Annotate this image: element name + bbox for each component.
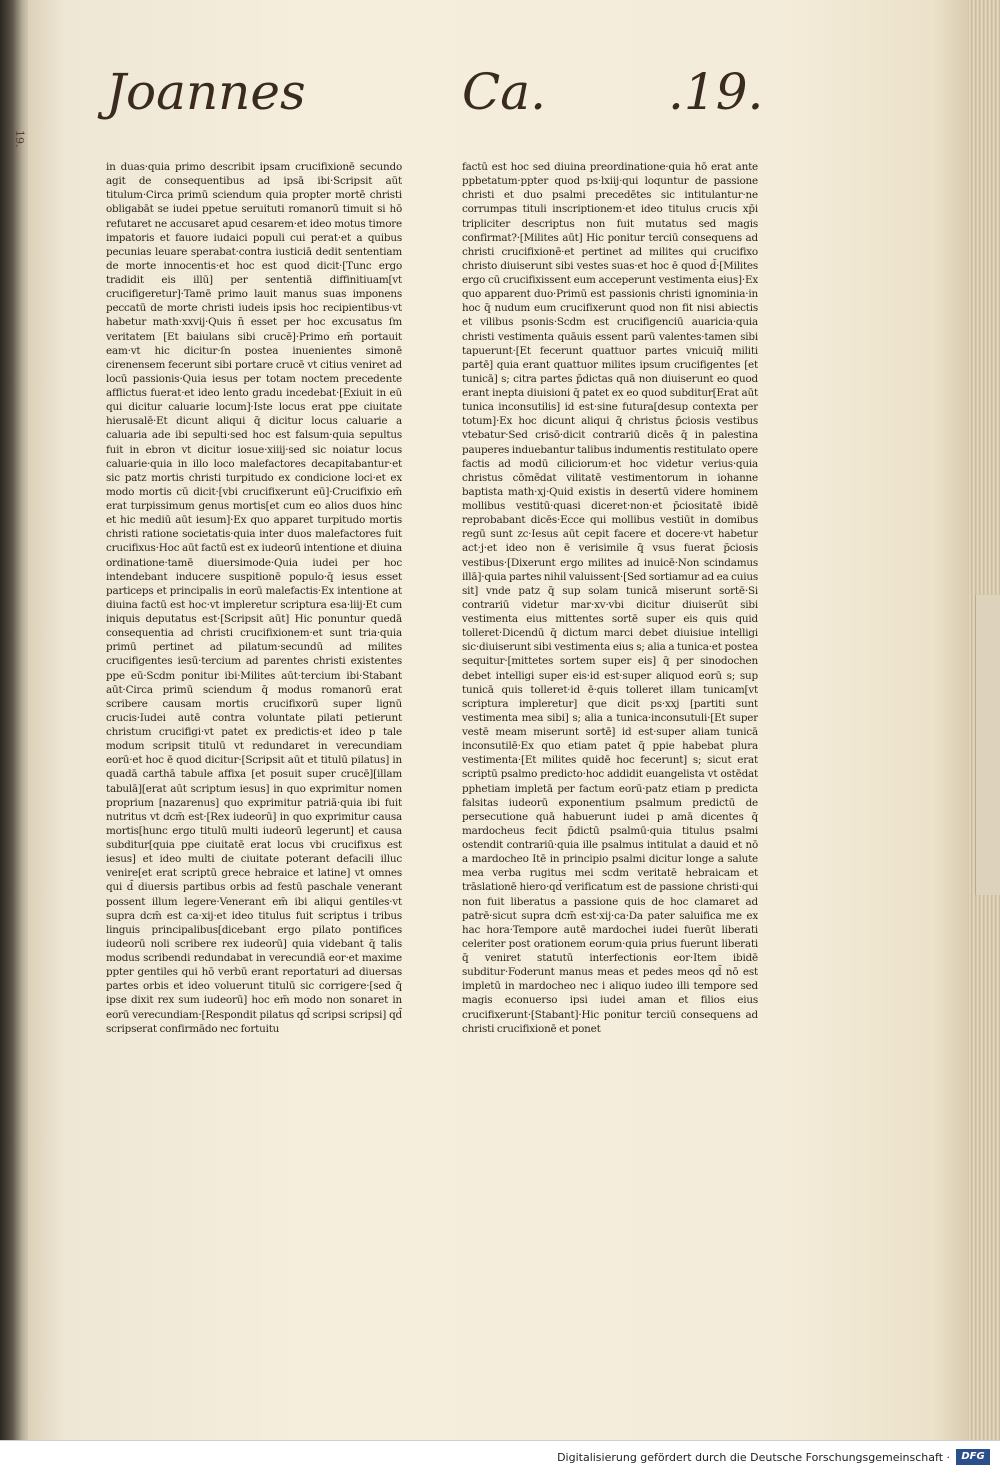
book-left-edge [0, 0, 30, 1473]
running-head-left: Joannes [106, 63, 306, 121]
digitization-footer [0, 1440, 1000, 1474]
spine-fragment: 19. [13, 130, 26, 148]
page-tab-stub [975, 595, 1000, 895]
running-head-middle: Ca. [462, 63, 546, 121]
text-column-left [106, 160, 402, 1160]
right-column-text: factū est hoc sed diuina preordinatione·quia hō erat ante ppbetatum·ppter quod ps·lxiij·qui loquntur de passione christi et duo psalmi precedētes sic intitulantur·ne corrumpas tituli inscriptionem·et ideo titulus crucis xp̄i tripliciter descriptus non fuit mutatus sed magis confirmat?·[Milites aūt] Hic ponitur terciū consequens ad christi crucifixionē·et pertinet ad milites qui crucifixo christo diuiserunt sibi vestes suas·et hoc ē quod d̄·[Milites ergo cū crucifixissent eum acceperunt vestimenta eius]·Ex quo apparent duo·Primū est passionis christi ignominia·in hoc q̄ nudum eum crucifixerunt quod non fit nisi abiectis et vilibus psonis·Scdm est crucifigenciū auaricia·quia christi vestimenta quāuis essent parū valentes·tamen sibi tapuerunt·[Et fecerunt quattuor partes vnicuiq̄ militi partē] quia erant quattuor milites ipsum crucifigentes [et tunicā] s; citra partes p̄dictas quā non diuiserunt eo quod erant inepta diuisioni q̄ patet ex eo quod subditur[Erat aūt tunica inconsutilis] id est·sine futura[desup contexta per totum]·Ex hoc dicunt aliqui q̄ christus p̄ciosis vestibus vtebatur·Sed crisō·dicit contrariū dicēs q̄ in palestina pauperes induebantur talibus indumentis restitulato opere factis ad modū ciliciorum·et hoc videtur verius·quia christus cōmēdat vilitatē vestimentorum in iohanne baptista math·xj·Quid existis in desertū videre hominem mollibus vestitū·quasi diceret·non·et p̄ciositatē ibidē reprobabant dicēs·Ecce qui mollibus vestiūt in domibus regū sunt zc·Iesus aūt cepit facere et docere·vt habetur act·j·et ideo non ē verisimile q̄ vsus fuerat p̄ciosis vestibus·[Dixerunt ergo milites ad inuicē·Non scindamus illā]·quia partes nihil valuissent·[Sed sortiamur ad ea cuius sit] vnde patz q̄ sup solam tunicā miserunt sortē·Si contrariū videtur mar·xv·vbi dicitur diuiserūt sibi vestimenta eius mittentes sortē super eis quis quid tolleret·Dicendū q̄ dictum marci debet diuisiue intelligi sic·diuiserunt sibi vestimenta eius s; alia a tunica·et postea sequitur·[mittetes sortem super eis] q̄ per sinodochen debet intelligi super eis·id est·super aliquod eorū s; sup tunicā quis tolleret·id ē·quis tolleret illam tunicam[vt scriptura impleretur] que dicit ps·xxj [partiti sunt vestimenta mea sibi] s; alia a tunica·inconsutuli·[Et super vestē meam miserunt sortē] id est·super aliam tunicā inconsutilē·Ex quo etiam patet q̄ ppie habebat plura vestimenta·[Et milites quidē hoc fecerunt] s; sicut erat scriptū psalmo predicto·hoc addidit euangelista vt ostēdat pphetiam impletā per factum eorū·patz etiam p predicta falsitas iudeorū exponentium psalmum predictū de persecutione quā habuerunt iudei p amā dicentes q̄ mardocheus fecit p̄dictū psalmū·quia titulus psalmi ostendit contrariū·quia ille psalmus intitulat a dauid et nō a mardocheo Itē in principio psalmi dicitur longe a salute mea verba rugitus mei scdm veritatē hebraicam et trāslationē hiero·qd̄ verificatum est de passione christi·qui non fuit liberatus a passione quis de hoc clamaret ad patrē·sicut supra dcm̄ est·xij·ca·Da pater saluifica me ex hac hora·Tempore autē mardochei iudei fuerūt liberati celeriter post orationem eorum·quia prius fuerunt liberati q̄ veniret statutū interfectionis eor·Item ibidē subditur·Foderunt manus meas et pedes meos qd̄ nō est impletū in mardocheo nec i aliquo iudeo illi tempore sed magis econuerso ipsi iudei aman et filios eius crucifixerunt·[Stabant]·Hic ponitur terciū consequens ad christi crucifixionē et ponet [462, 161, 758, 1035]
dfg-credit-text: Digitalisierung gefördert durch die Deutsche Forschungsgemeinschaft · [557, 1451, 950, 1464]
dfg-logo-icon[interactable]: DFG [956, 1449, 990, 1465]
running-head-right: .19. [668, 63, 764, 121]
text-column-right [462, 160, 758, 1144]
left-column-text: in duas·quia primo describit ipsam crucifixionē secundo agit de consequentibus ad ipsā ibi·Scripsit aūt titulum·Circa primū sciendum quia propter mortē christi obligabāt se iudei ppetue seruituti romanorū timuit si hō refutaret ne accusaret apud cesarem·et ideo motus timore impatoris et fauore iudaici populi cui perat·et a quibus pecunias leuare sperabat·contra iusticiā dedit sententiam de morte innocentis·et hoc est quod dicit·[Tunc ergo tradidit eis illū] per sententiā diffinitiuam[vt crucifigeretur]·Tamē primo lauit manus suas imponens peccatū de morte christi iudeis ipsis hoc recipientibus·vt habetur math·xxvij·Quis n̄ esset per hoc excusatus ſm veritatem [Et baiulans sibi crucē]·Primo em̄ portauit eam·vt hic dicitur·ſn postea inuenientes simonē cirenensem fecerunt sibi portare crucē vt citius veniret ad locū passionis·Quia iesus per totam noctem precedente afflictus fuerat·et ideo lento gradu incedebat·[Exiuit in eū qui dicitur caluarie locum]·Iste locus erat ppe ciuitate hierusalē·Et dicunt aliqui q̄ dicitur locus caluarie a caluaria ade ibi sepulti·sed hoc est falsum·quia sepultus fuit in ebron vt dicitur iosue·xiiij·sed sic noiatur locus caluarie·quia in illo loco malefactores decapitabantur·et sic patz mortis christi turpitudo ex condicione loci·et ex modo mortis cū dicit·[vbi crucifixerunt eū]·Crucifixio em̄ erat turpissimum genus mortis[et cum eo alios duos hinc et hic mediū aūt iesum]·Ex quo apparet turpitudo mortis christi ratione societatis·quia inter duos malefactores fuit crucifixus·Hoc aūt factū est ex iudeorū intentione et diuina ordinatione·tamē diuersimode·Quia iudei per hoc intendebant inducere suspitionē populo·q̄ iesus esset particeps et principalis in eorū malefactis·Ex intentione at diuina factū est hoc·vt impleretur scriptura esa·liij·Et cum iniquis deputatus est·[Scripsit aūt] Hic ponuntur quedā consequentia ad christi crucifixionem·et sunt tria·quia primū pertinet ad pilatum·secundū ad milites crucifigentes iesū·tercium ad parentes christi existentes ppe eū·Scdm ponitur ibi·Milites aūt·tercium ibi·Stabant aūt·Circa primū sciendum q̄ modus romanorū erat scribere causam mortis crucifixorū super lignū crucis·Iudei autē contra voluntate pilati petierunt christum crucifigi·vt patet ex predictis·et ideo p tale modum scripsit titulū vt redundaret in verecundiam eorū·et hoc ē quod dicitur·[Scripsit aūt et titulū pilatus] in quadā carthā tabule affixa [et posuit super crucē][illam tabulā][erat aūt scriptum iesus] in quo exprimitur nomen proprium [nazarenus] quo exprimitur patriā·quia ibi fuit nutritus vt dcm̄ est·[Rex iudeorū] in quo exprimitur causa mortis[hunc ergo titulū multi iudeorū legerunt] et causa subditur[quia ppe ciuitatē erat locus vbi crucifixus est iesus] et ideo multi de ciuitate poterant defacili illuc venire[et erat scriptū grece hebraice et latine] vt omnes qui d̄ diuersis partibus orbis ad festū paschale venerant possent illum legere·Venerant em̄ ibi aliqui gentiles·vt supra dcm̄ est ca·xij·et ideo titulus fuit scriptus i tribus linguis principalibus[dicebant ergo pilato pontifices iudeorū noli scribere rex iudeorū] quia videbant q̄ talis modus scribendi redundabat in verecundiā eor·et maxime ppter gentiles qui hō verbū erant reportaturi ad diuersas partes orbis et ideo voluerunt titulū sic corrigere·[sed q̄ ipse dixit rex sum iudeorū] hoc em̄ modo non sonaret in eorū verecundiam·[Respondit pilatus qd̄ scripsi scripsi] qd̄ scripserat confirmādo nec fortuitu [106, 161, 402, 1035]
